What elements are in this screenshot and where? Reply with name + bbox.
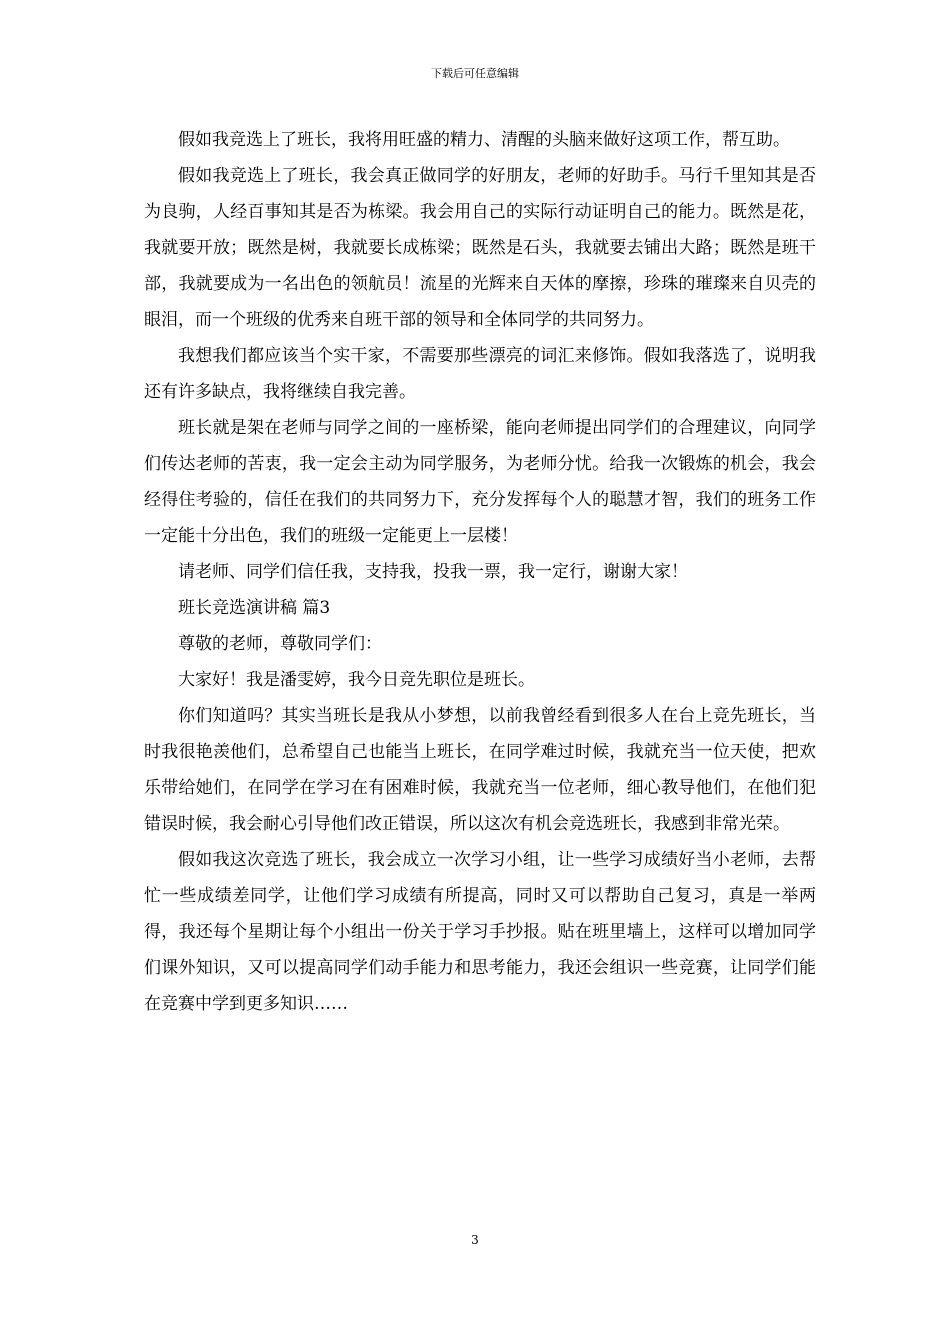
salutation: 尊敬的老师，尊敬同学们： [178, 634, 382, 654]
page-number: 3 [471, 1233, 479, 1247]
paragraph: 请老师、同学们信任我，支持我，投我一票，我一定行，谢谢大家！ [178, 562, 688, 582]
header-note: 下载后可任意编辑 [431, 67, 519, 80]
paragraph: 假如我竞选上了班长，我会真正做同学的好朋友，老师的好助手。马行千里知其是否为良驹，人经百事知其是否为栋梁。我会用自己的实际行动证明自己的能力。既然是花，我就要开放；既然是树，我就要长成栋梁；既然是石头，我就要去铺出大路；既然是班干部，我就要成为一名出色的领航员！流星的光辉来自天体的摩擦，珍珠的璀璨来自贝壳的眼泪，而一个班级的优秀来自班干部的领导和全体同学的共同努力。 [144, 166, 816, 330]
paragraph: 假如我这次竞选了班长，我会成立一次学习小组，让一些学习成绩好当小老师，去帮忙一些成绩差同学，让他们学习成绩有所提高，同时又可以帮助自己复习，真是一举两得，我还每个星期让每个小组出一份关于学习手抄报。贴在班里墙上，这样可以增加同学们课外知识，又可以提高同学们动手能力和思考能力，我还会组识一些竞赛，让同学们能在竞赛中学到更多知识…… [144, 850, 816, 1014]
document-body [144, 122, 816, 1022]
paragraph: 假如我竞选上了班长，我将用旺盛的精力、清醒的头脑来做好这项工作，帮互助。 [178, 130, 790, 150]
paragraph: 班长就是架在老师与同学之间的一座桥梁，能向老师提出同学们的合理建议，向同学们传达老师的苦衷，我一定会主动为同学服务，为老师分忧。给我一次锻炼的机会，我会经得住考验的，信任在我们的共同努力下，充分发挥每个人的聪慧才智，我们的班务工作一定能十分出色，我们的班级一定能更上一层楼！ [144, 418, 816, 546]
section-heading: 班长竞选演讲稿 篇3 [178, 598, 331, 618]
paragraph: 我想我们都应该当个实干家，不需要那些漂亮的词汇来修饰。假如我落选了，说明我还有许多缺点，我将继续自我完善。 [144, 346, 816, 402]
paragraph: 你们知道吗？其实当班长是我从小梦想，以前我曾经看到很多人在台上竞先班长，当时我很艳羡他们，总希望自己也能当上班长，在同学难过时候，我就充当一位天使，把欢乐带给她们，在同学在学习在有困难时候，我就充当一位老师，细心教导他们，在他们犯错误时候，我会耐心引导他们改正错误，所以这次有机会竞选班长，我感到非常光荣。 [144, 706, 816, 834]
paragraph: 大家好！我是潘雯婷，我今日竞先职位是班长。 [178, 670, 535, 690]
